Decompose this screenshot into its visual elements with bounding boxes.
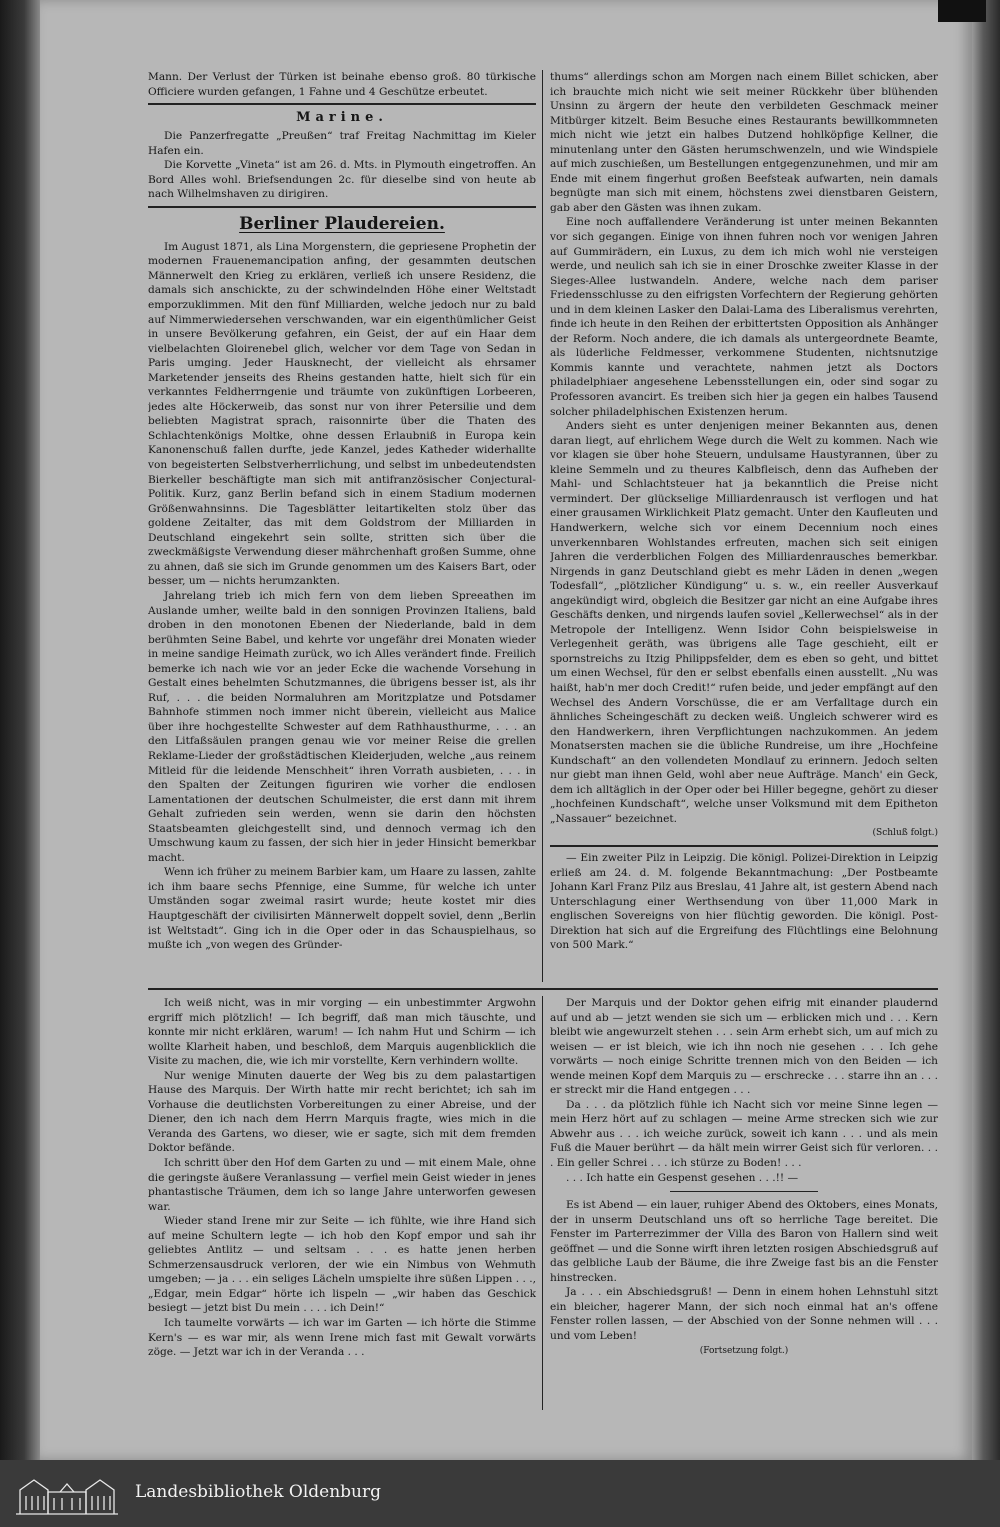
feuilleton-line [148,988,938,990]
feuilleton-paragraph: Wenn ich früher zu meinem Barbier kam, um Haare zu lassen, zahlte ich ihm baare sechs Pfennige, eine Summe, für welche ich unter Umständen sogar zweimal rasirt wurde; heute kostet mir dies Hauptgeschäft der civilisirten Männerwelt doppelt soviel, denn „Berlin ist Weltstadt“. Ging ich in die Oper oder in das Schauspielhaus, so mußte ich „von wegen des Gründer- [148,866,536,952]
novel-paragraph: Da . . . da plötzlich fühle ich Nacht sich vor meine Sinne legen — mein Herz hört auf zu schlagen — meine Arme strecken sich wie zur Abwehr aus . . . ich weiche zurück, soweit ich kann . . . und als mein Fuß die Mauer berührt — da hält mein wirrer Geist sich für verloren. . . . Ein geller Schrei . . . ich stürze zu Boden! . . . [550,1098,938,1170]
library-footer-bar [0,1460,1000,1527]
feuilleton-paragraph: thums“ allerdings schon am Morgen nach einem Billet schicken, aber ich brauchte mich nicht wie seit meiner Rückkehr über blühenden Unsinn zu ärgern der heute den verbildeten Geschmack meiner Mitbürger kitzelt. Beim Besuche eines Restaurants bewillkommneten mich nicht wie jetzt ein halbes Dutzend hohlköpfige Kellner, die minutenlang unter den Gästen herumschwenzeln, und wie Windspiele auf mich zuschießen, um Bestellungen entgegenzunehmen, und mir am Ende mit einem fingerhut großen Beefsteak aufwarten, nein damals begnügte man sich mit einem, höchstens zwei dienstbaren Geistern, gab aber den Gästen was ihnen zukam. [550,71,938,214]
article-fragment: Mann. Der Verlust der Türken ist beinahe ebenso groß. 80 türkische Officiere wurden gefangen, 1 Fahne und 4 Geschütze erbeutet. [148,71,536,98]
left-column-bottom [148,996,536,1410]
library-building-logo [12,1472,122,1516]
scan-page-edge [972,0,1000,1460]
novel-paragraph: Ich schritt über den Hof dem Garten zu und — mit einem Male, ohne die geringste äußere Veranlassung — verfiel mein Geist wieder in jenes phantastische Träumen, dem ich so lange Jahre unterworfen gewesen war. [148,1157,536,1213]
left-column-top [148,70,536,982]
column-divider [542,70,543,982]
feuilleton-paragraph: Anders sieht es unter denjenigen meiner Bekannten aus, denen daran liegt, auf ehrlichem Wege durch die Welt zu kommen. Nach wie vor klagen sie über hohe Steuern, undulsame Haustyrannen, über zu kleine Semmeln und zu theures Kalbfleisch, denn das Aufheben der Mahl- und Schlachtsteuer hat ja bekanntlich die Preise nicht vermindert. Der glückselige Milliardenrausch ist verflogen und hat einer grausamen Wirklichkeit Platz gemacht. Unter den Kaufleuten und Handwerkern, welche sich vor einem Decennium noch eines unverkennbaren Wohlstandes erfreuten, machen sich seit einigen Jahren die verderblichen Folgen des Milliardenrausches bemerkbar. Nirgends in ganz Deutschland giebt es mehr Läden in denen „wegen Todesfall“, „plötzlicher Kündigung“ u. s. w., ein reeller Ausverkauf angekündigt wird, obgleich die Besitzer gar nicht an eine Aufgabe ihres Geschäfts denken, und nirgends laufen soviel „Kellerwechsel“ als in der Metropole der Intelligenz. Wenn Isidor Cohn beispielsweise in Verlegenheit geräth, was übrigens alle Tage geschieht, eilt er spornstreichs zu Itzig Philippsfelder, dem es eben so geht, und bittet um einen Wechsel, für den er selbst ebenfalls einen ausstellt. „Nu was haißt, hab'n mer doch Credit!“ rufen beide, und jeder empfängt auf den Wechsel des Andern Vorschüsse, die er am Verfalltage durch ein ähnliches Scheingeschäft zu decken weiß. Ungleich schwerer wird es den Handwerkern, ihren Verpflichtungen nachzukommen. An jedem Monatsersten machen sie die übliche Rundreise, um ihre „Hochfeine Kundschaft“ an den vollendeten Mondlauf zu erinnern. Jedoch selten nur giebt man ihnen Geld, wohl aber neue Aufträge. Manch' ein Geck, dem ich alltäglich in der Oper oder bei Hiller begegne, gehört zu dieser „hochfeinen Kundschaft“, welche unser Volksmund mit dem Epitheton „Nassauer“ bezeichnet. [550,420,938,825]
novel-paragraph: Der Marquis und der Doktor gehen eifrig mit einander plaudernd auf und ab — jetzt wenden sie sich um — erblicken mich und . . . Kern bleibt wie angewurzelt stehen . . . sein Arm erhebt sich, um auf mich zu weisen — er ist bleich, wie ich ihn noch nie gesehen . . . Ich gehe vorwärts — noch einige Schritte trennen mich von den Beiden — ich wende meinen Kopf dem Marquis zu — erschrecke . . . starre ihn an . . . er streckt mir die Hand entgegen . . . [550,997,938,1097]
scene-divider [670,1191,818,1192]
feuilleton-paragraph: Im August 1871, als Lina Morgenstern, die gepriesene Prophetin der modernen Frauenemancipation anfing, der gesammten deutschen Männerwelt den Krieg zu erklären, verließ ich unsere Residenz, die damals sich anschickte, zu der schwindelnden Höhe einer Weltstadt emporzuklimmen. Mit den fünf Milliarden, welche jedoch nur zu bald auf Nimmerwiedersehen verschwanden, war ein eigenthümlicher Geist in unsere Bevölkerung gefahren, ein Geist, der auf ein Haar dem vielbelachten Gloirenebel glich, welcher vor dem Tage von Sedan in Paris umging. Jeder Hausknecht, der vielleicht als ehrsamer Marketender jenseits des Rheins gestanden hatte, hielt sich für ein verkanntes Feldherrngenie und träumte von zukünftigen Lorbeeren, jedes alte Höckerweib, das sonst nur von ihrer Petersilie und dem beliebten Magistrat sprach, raisonnirte über die Thaten des Schlachtenkönigs Moltke, ohne dessen Erlaubniß in Europa kein Kanonenschuß fallen durfte, jede Kanzel, jedes Katheder widerhallte von begeisterten Selbstverherrlichung, und selbst im unbedeutendsten Bierkeller beschäftigte man sich mit antifranzösischer Conjectural-Politik. Kurz, ganz Berlin befand sich in einem Stadium modernen Größenwahnsinns. Die Tagesblätter leitartikelten stolz über das goldene Zeitalter, das mit dem Goldstrom der Milliarden in Deutschland eingekehrt sein sollte, stritten sich über die zweckmäßigste Verwendung dieser mährchenhaft großen Summe, ohne zu ahnen, daß sie sich im Grunde genommen um des Kaisers Bart, oder besser, um — nichts herumzankten. [148,240,536,588]
novel-paragraph: Wieder stand Irene mir zur Seite — ich fühlte, wie ihre Hand sich auf meine Schultern legte — ich hob den Kopf empor und sah ihr geliebtes Antlitz — und seltsam . . . es hatte jenen herben Schmerzensausdruck verloren, der wie ein Nimbus von Wehmuth umgeben; — ja . . . ein seliges Lächeln umspielte ihre süßen Lippen . . ., „Edgar, mein Edgar“ hörte ich lispeln — „wir haben das Geschick besiegt — jetzt bist Du mein . . . . ich Dein!“ [148,1215,536,1315]
marine-paragraph: Die Panzerfregatte „Preußen“ traf Freitag Nachmittag im Kieler Hafen ein. [148,130,536,157]
novel-paragraph: Nur wenige Minuten dauerte der Weg bis zu dem palastartigen Hause des Marquis. Der Wirth hatte mir recht berichtet; ich sah im Vorhause die deutlichsten Vorbereitungen zu einer Abreise, und der Diener, den ich nach dem Herrn Marquis fragte, wies mich in die Veranda des Gartens, wo dieser, wie er sagte, sich mit dem fremden Doktor befände. [148,1069,536,1155]
to-be-continued-note: (Fortsetzung folgt.) [699,1345,789,1356]
scan-corner-mark [938,0,986,22]
news-item-pilz: — Ein zweiter Pilz in Leipzig. Die königl. Polizei-Direktion in Leipzig erließ am 24. d. M. folgende Bekanntmachung: „Der Postbeamte Johann Karl Franz Pilz aus Breslau, 41 Jahre alt, ist gestern Abend nach Unterschlagung einer Werthsendung von über 11,000 Mark in englischen Sovereigns von hier flüchtig geworden. Die königl. Post-Direktion hat sich auf die Ergreifung des Flüchtlings eine Belohnung von 500 Mark.“ [550,851,938,952]
novel-paragraph: Es ist Abend — ein lauer, ruhiger Abend des Oktobers, eines Monats, der in unserm Deutschland uns oft so herrliche Tage bereitet. Die Fenster im Parterrezimmer der Villa des Baron von Hallern sind weit geöffnet — und die Sonne wirft ihren letzten rosigen Abschiedsgruß auf das gelbliche Laub der Bäume, die ihre Zweige fast bis an die Fenster hinstrecken. [550,1199,938,1284]
column-divider [542,996,543,1410]
section-divider [148,206,536,208]
novel-paragraph: Ja . . . ein Abschiedsgruß! — Denn in einem hohen Lehnstuhl sitzt ein bleicher, hagerer Mann, der sich noch einmal hat an's offene Fenster rollen lassen, — der Abschied von der Sonne nehmen will . . . und vom Leben! [550,1286,938,1343]
marine-heading: Marine. [296,110,388,126]
novel-paragraph: Ich weiß nicht, was in mir vorging — ein unbestimmter Argwohn ergriff mich plötzlich! — Ich begriff, daß man mich täuschte, und konnte mir nicht erklären, warum! — Ich nahm Hut und Schirm — ich wollte Klarheit haben, und beschloß, dem Marquis augenblicklich die Visite zu machen, die, wie ich mir vorstellte, Kern verhindern wollte. [148,997,536,1068]
feuilleton-heading: Berliner Plaudereien. [239,213,445,234]
feuilleton-paragraph: Jahrelang trieb ich mich fern von dem lieben Spreeathen im Auslande umher, weilte bald in den sonnigen Provinzen Italiens, bald droben in den monotonen Ebenen der Niederlande, bald in dem berühmten Seine Babel, und kehrte vor ungefähr drei Monaten wieder in meine sandige Heimath zurück, wo ich Alles verändert finde. Freilich bemerke ich nach wie vor an jeder Ecke die wachende Vorsehung in Gestalt eines behelmten Schutzmannes, die übrigens besser ist, als ihr Ruf, . . . die beiden Normaluhren am Moritzplatze und Potsdamer Bahnhofe stimmen noch immer nicht überein, vielleicht aus Malice über ihre hochgestellte Schwester auf dem Rathhausthurme, . . . an den Litfaßsäulen prangen genau wie vor meiner Reise die grellen Reklame-Lieder der großstädtischen Kleiderjuden, welche „aus reinem Mitleid für die leidende Menschheit“ ihren Vorrath ausbieten, . . . in den Spalten der Zeitungen figuriren wie vorher die endlosen Lamentationen der deutschen Schulmeister, die erst dann mit ihrem Gehalt zufrieden sein werden, wenn sie darin den höchsten Staatsbeamten gleichgestellt sind, und dennoch vermag ich den Umschwung kaum zu fassen, der sich hier in jeder Hinsicht bemerkbar macht. [148,589,536,864]
to-be-concluded-note: (Schluß folgt.) [872,828,938,839]
novel-paragraph: Ich taumelte vorwärts — ich war im Garten — ich hörte die Stimme Kern's — es war mir, als wenn Irene mich fast mit Gewalt vorwärts zöge. — Jetzt war ich in der Veranda . . . [148,1317,536,1359]
novel-paragraph: . . . Ich hatte ein Gespenst gesehen . . .!! — [566,1171,799,1184]
marine-paragraph: Die Korvette „Vineta“ ist am 26. d. Mts. in Plymouth eingetroffen. An Bord Alles wohl. Briefsendungen 2c. für dieselbe sind von heute ab nach Wilhelmshaven zu dirigiren. [148,159,536,201]
feuilleton-paragraph: Eine noch auffallendere Veränderung ist unter meinen Bekannten vor sich gegangen. Einige von ihnen fuhren noch vor wenigen Jahren auf Gummirädern, ein Luxus, zu dem ich mich wohl nie versteigen werde, und neulich sah ich sie in einer Droschke zweiter Klasse in der Sieges-Allee lustwandeln. Andere, welche nach dem pariser Friedensschlusse zu den eifrigsten Vorfechtern der Regierung gehörten und in dem kleinen Lasker den Dalai-Lama des Liberalismus verehrten, finde ich heute in den Reihen der erbittertsten Opposition als Anhänger der Reform. Noch andere, die ich damals als untergeordnete Beamte, als lüderliche Feldmesser, verkommene Studenten, nichtsnutzige Kommis kannte und verachtete, nahmen jetzt als Doctors philadelphiaer angesehene Lebensstellungen ein, oder sind sogar zu Professoren avancirt. Es treiben sich hier ja gegen ein halbes Tausend solcher philadelphischen Existenzen herum. [550,216,938,418]
right-column-top [550,70,938,982]
scan-binding-shadow [0,0,40,1527]
section-divider [550,845,938,847]
right-column-bottom [550,996,938,1410]
library-name: Landesbibliothek Oldenburg [135,1482,382,1502]
section-divider [148,103,536,105]
